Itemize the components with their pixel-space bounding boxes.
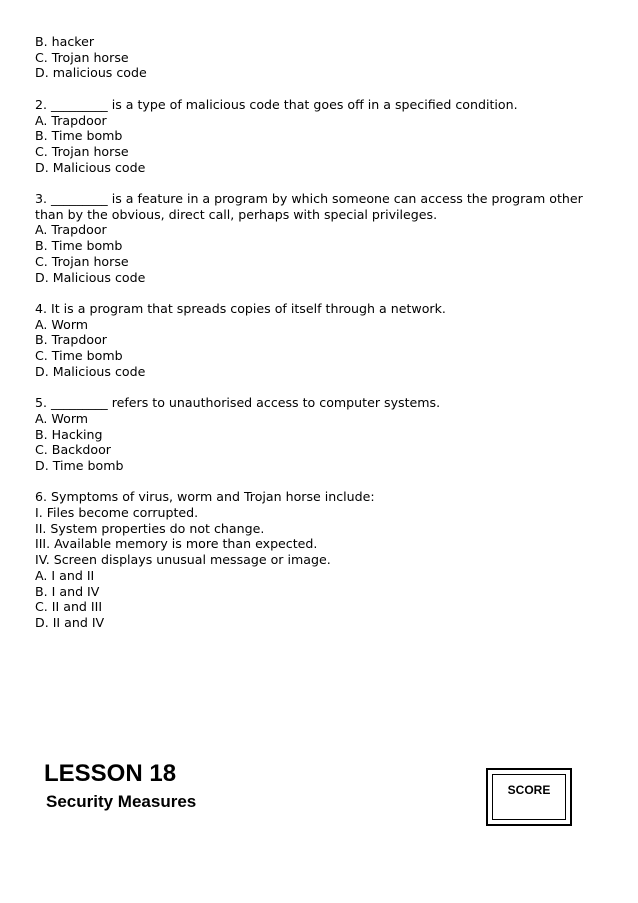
- question-5: [35, 395, 595, 474]
- question-stem: 4. It is a program that spreads copies of itself through a network.: [35, 300, 446, 316]
- lesson-title: LESSON 18: [44, 760, 177, 787]
- option: D. malicious code: [35, 65, 147, 81]
- statement: I. Files become corrupted.: [35, 505, 199, 521]
- question-4: [35, 301, 595, 380]
- option: A. I and II: [35, 567, 95, 583]
- option: A. Trapdoor: [35, 112, 107, 128]
- option: C. Backdoor: [35, 442, 111, 458]
- option: C. Time bomb: [35, 348, 123, 364]
- option: B. I and IV: [35, 583, 100, 599]
- lesson-heading: [44, 760, 196, 813]
- statement: IV. Screen displays unusual message or image.: [35, 552, 331, 568]
- option: A. Worm: [35, 316, 89, 332]
- question-stem: 6. Symptoms of virus, worm and Trojan horse include:: [35, 489, 375, 505]
- option: D. Time bomb: [35, 457, 124, 473]
- lesson-subtitle: Security Measures: [46, 792, 197, 811]
- score-label: SCORE: [507, 783, 551, 797]
- option: D. II and IV: [35, 614, 105, 630]
- question-stem: 2. _________ is a type of malicious code that goes off in a specified condition.: [35, 96, 518, 112]
- question-1-options: [35, 34, 595, 81]
- option: A. Trapdoor: [35, 222, 107, 238]
- option: C. Trojan horse: [35, 143, 129, 159]
- option: C. Trojan horse: [35, 49, 129, 65]
- option: B. Hacking: [35, 426, 103, 442]
- quiz-content: [35, 34, 595, 631]
- option: C. Trojan horse: [35, 253, 129, 269]
- score-box-inner-frame: [492, 774, 566, 820]
- score-box: [486, 768, 572, 826]
- question-6: [35, 489, 595, 630]
- option: D. Malicious code: [35, 363, 146, 379]
- statement: III. Available memory is more than expected.: [35, 536, 318, 552]
- option: A. Worm: [35, 410, 89, 426]
- question-2: [35, 97, 595, 176]
- option: B. Trapdoor: [35, 332, 107, 348]
- statement: II. System properties do not change.: [35, 520, 265, 536]
- option: C. II and III: [35, 599, 103, 615]
- option: B. Time bomb: [35, 128, 123, 144]
- option: B. Time bomb: [35, 238, 123, 254]
- option: B. hacker: [35, 34, 95, 49]
- question-stem: 5. _________ refers to unauthorised access to computer systems.: [35, 395, 441, 411]
- option: D. Malicious code: [35, 269, 146, 285]
- question-stem: 3. _________ is a feature in a program by which someone can access the program other than by the obvious, direct call, perhaps with special privileges.: [35, 191, 583, 222]
- question-3: [35, 191, 595, 285]
- option: D. Malicious code: [35, 159, 146, 175]
